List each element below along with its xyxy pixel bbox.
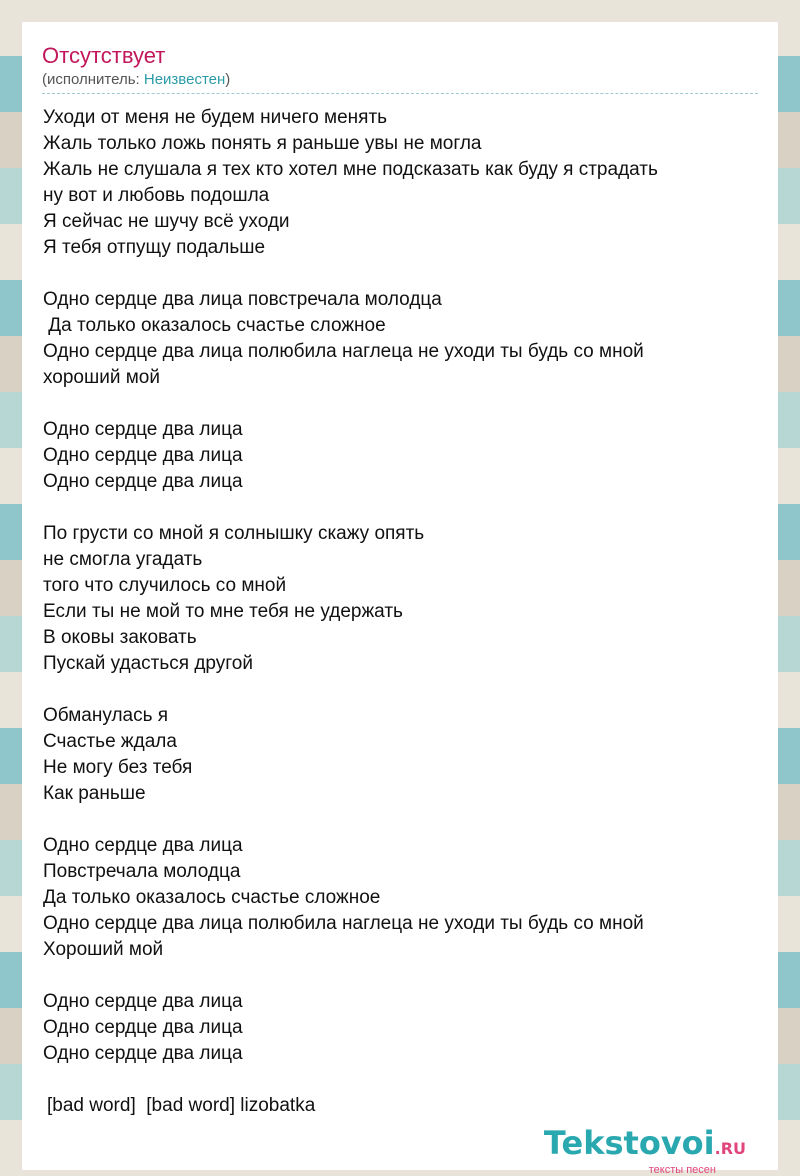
lyric-line: Хороший мой	[43, 939, 164, 960]
lyric-line	[43, 807, 763, 833]
artist-suffix: )	[225, 71, 231, 88]
lyric-line: того что случилось со мной	[43, 575, 287, 596]
lyrics-card	[22, 22, 778, 1176]
lyric-line: Одно сердце два лица полюбила наглеца не уходи ты будь со мной	[43, 913, 644, 934]
credits: [bad word] [bad word] lizobatka	[47, 1095, 316, 1116]
lyric-line: Одно сердце два лица	[43, 445, 243, 466]
lyric-line: По грусти со мной я солнышку скажу опять	[43, 523, 425, 544]
lyric-line: Я сейчас не шучу всё уходи	[43, 211, 290, 232]
header-divider	[42, 93, 758, 94]
lyric-line: Да только оказалось счастье сложное	[43, 887, 381, 908]
lyric-line: Не могу без тебя	[43, 757, 193, 778]
lyric-line: Пускай удасться другой	[43, 653, 253, 674]
logo-main-text: Tekstovoi	[543, 1124, 715, 1162]
lyric-line: Я тебя отпущу подальше	[43, 237, 266, 258]
artist-link[interactable]: Неизвестен	[143, 71, 226, 88]
lyric-line: ну вот и любовь подошла	[43, 185, 270, 206]
lyric-line: Счастье ждала	[43, 731, 177, 752]
lyric-line: Одно сердце два лица повстречала молодца	[43, 289, 442, 310]
lyric-line: Да только оказалось счастье сложное	[43, 315, 386, 336]
lyric-line: Жаль только ложь понять я раньше увы не могла	[43, 133, 482, 154]
lyric-line: Одно сердце два лица	[43, 1017, 243, 1038]
logo-wordmark	[544, 1126, 746, 1166]
lyric-line	[43, 391, 763, 417]
lyric-line: Повстречала молодца	[43, 861, 241, 882]
song-title: Отсутствует	[42, 43, 166, 68]
lyric-line: Обманулась я	[43, 705, 169, 726]
logo-tagline: тексты песен	[648, 1164, 716, 1176]
lyric-line: Одно сердце два лица	[43, 991, 243, 1012]
artist-line	[42, 70, 758, 90]
logo-tld: .RU	[714, 1139, 746, 1158]
lyric-line: Уходи от меня не будем ничего менять	[43, 107, 388, 128]
lyric-line: Одно сердце два лица полюбила наглеца не уходи ты будь со мной	[43, 341, 644, 362]
lyric-line	[43, 677, 763, 703]
song-header	[42, 42, 758, 90]
lyric-line	[43, 261, 763, 287]
lyric-line: Одно сердце два лица	[43, 471, 243, 492]
lyric-line: Одно сердце два лица	[43, 419, 243, 440]
lyric-line: В оковы заковать	[43, 627, 197, 648]
lyric-line: Как раньше	[43, 783, 146, 804]
lyrics-text	[43, 105, 763, 1067]
artist-prefix: (исполнитель:	[42, 71, 144, 88]
lyric-line: хороший мой	[43, 367, 160, 388]
lyric-line: не смогла угадать	[43, 549, 203, 570]
lyric-line: Одно сердце два лица	[43, 835, 243, 856]
lyric-line: Если ты не мой то мне тебя не удержать	[43, 601, 403, 622]
lyric-line	[43, 495, 763, 521]
site-logo[interactable]	[544, 1126, 746, 1176]
lyric-line: Одно сердце два лица	[43, 1043, 243, 1064]
lyric-line	[43, 963, 763, 989]
lyric-line: Жаль не слушала я тех кто хотел мне подсказать как буду я страдать	[43, 159, 658, 180]
